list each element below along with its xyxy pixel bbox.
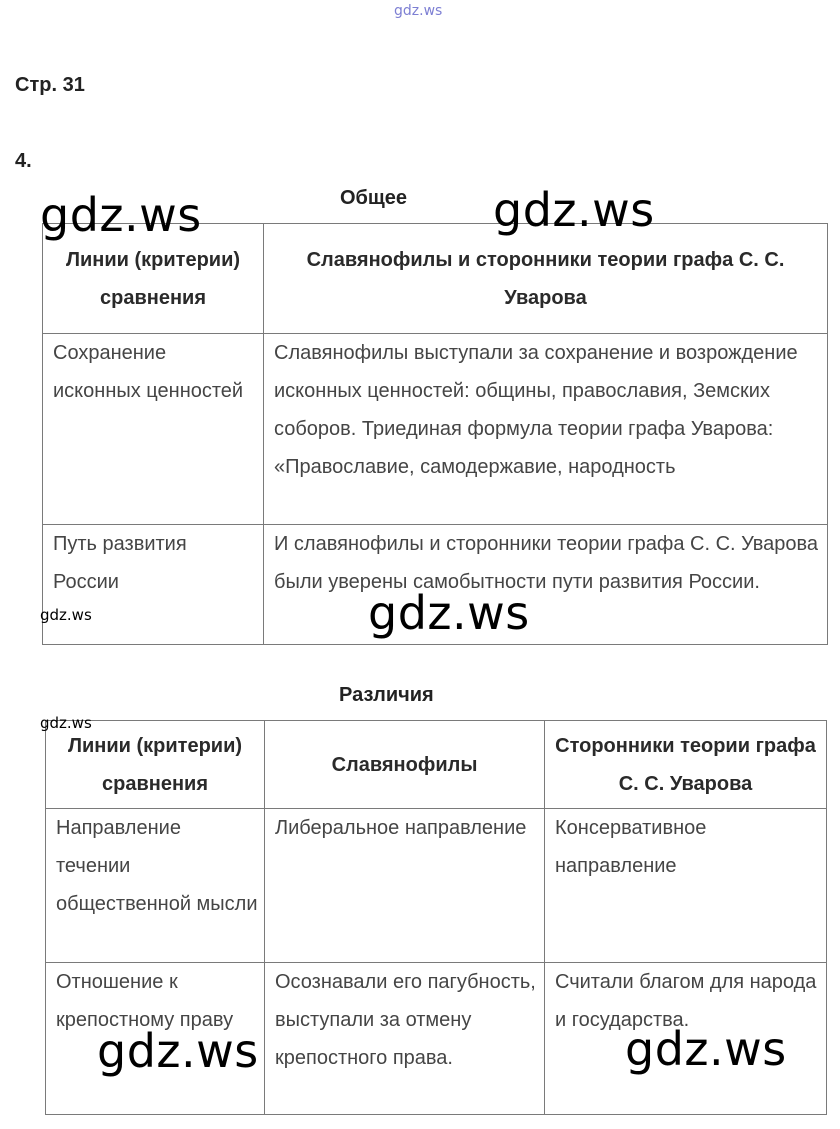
watermark: gdz.ws xyxy=(368,586,530,640)
table-row xyxy=(43,334,828,525)
row-uvarov: Считали благом для народа и государства. xyxy=(545,963,827,1115)
row-criterion: Отношение к крепостному праву xyxy=(46,963,265,1115)
common-title: Общее xyxy=(340,187,408,209)
header-slavophiles: Славянофилы xyxy=(265,721,545,809)
row-text: И славянофилы и сторонники теории графа С. С. Уварова были уверены самобытности пути развития России. xyxy=(264,525,828,645)
task-number: 4. xyxy=(15,150,32,172)
row-criterion: Путь развития России xyxy=(43,525,264,645)
watermark: gdz.ws xyxy=(40,714,92,732)
differences-title: Различия xyxy=(339,684,434,706)
row-criterion: Направление течении общественной мысли xyxy=(46,809,265,963)
row-uvarov: Консервативное направление xyxy=(545,809,827,963)
header-slav-uvarov: Славянофилы и сторонники теории графа С. С. Уварова xyxy=(264,224,828,334)
row-slavophiles: Осознавали его пагубность, выступали за отмену крепостного права. xyxy=(265,963,545,1115)
watermark: gdz.ws xyxy=(493,183,655,237)
table-header-row xyxy=(46,721,827,809)
header-criteria: Линии (критерии) сравнения xyxy=(46,721,265,809)
header-criteria: Линии (критерии) сравнения xyxy=(43,224,264,334)
common-table xyxy=(42,223,828,645)
watermark: gdz.ws xyxy=(40,188,202,242)
watermark-top: gdz.ws xyxy=(394,3,443,19)
watermark: gdz.ws xyxy=(625,1022,787,1076)
page-label: Стр. 31 xyxy=(15,74,85,96)
row-criterion: Сохранение исконных ценностей xyxy=(43,334,264,525)
watermark: gdz.ws xyxy=(97,1024,259,1078)
row-slavophiles: Либеральное направление xyxy=(265,809,545,963)
header-uvarov: Сторонники теории графа С. С. Уварова xyxy=(545,721,827,809)
watermark: gdz.ws xyxy=(40,606,92,624)
table-row xyxy=(46,809,827,963)
row-text: Славянофилы выступали за сохранение и возрождение исконных ценностей: общины, православия, Земских соборов. Триединая формула теории графа Уварова: «Православие, самодержавие, народность xyxy=(264,334,828,525)
